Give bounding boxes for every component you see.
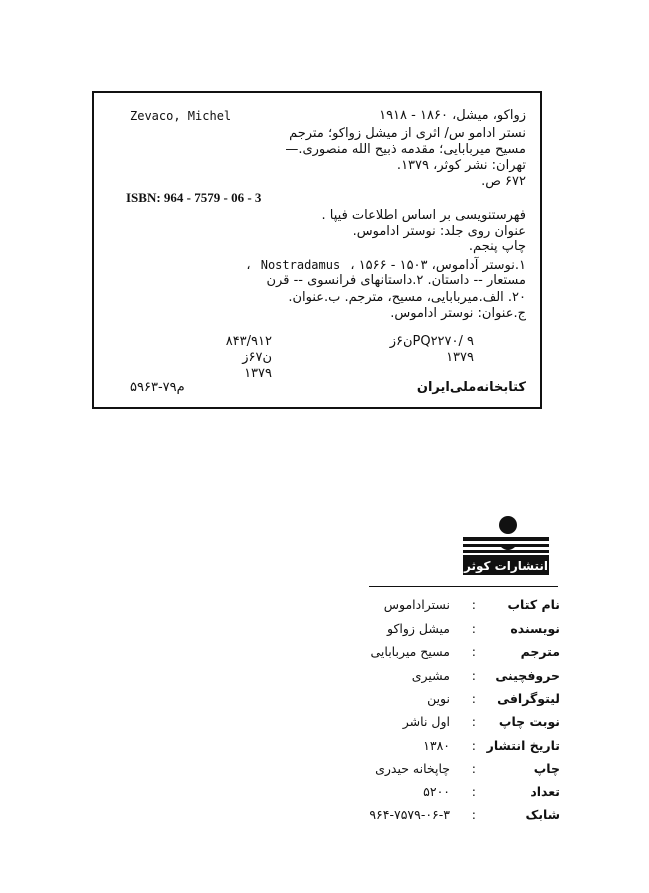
title-statement: نستر ادامو س/ اثری از میشل زواکو؛ مترجم <box>289 126 526 141</box>
subject-1: ۱.نوستر آداموس، ۱۵۰۳ - ۱۵۶۶ ، Nostradamus ، <box>246 258 526 273</box>
divider <box>369 586 558 587</box>
catalog-card <box>92 91 542 409</box>
class-dewey-3: ۱۳۷۹ <box>244 366 272 381</box>
class-dewey-2: ن۶۷ز <box>242 350 272 365</box>
publication: تهران: نشر کوثر، ۱۳۷۹. <box>396 158 526 173</box>
kowsar-emblem-icon <box>463 513 549 577</box>
note-cover-title: عنوان روی جلد: نوستر اداموس. <box>352 224 526 239</box>
isbn: ISBN: 964 - 7579 - 06 - 3 <box>126 190 262 205</box>
colophon-row-edition: نوبت چاپ : اول ناشر <box>402 714 560 729</box>
control-number: م۷۹-۵۹۶۳ <box>130 380 185 395</box>
responsibility: مسیح میربابایی؛ مقدمه ذبیح الله منصوری.— <box>285 142 526 157</box>
colophon-row-printer: چاپ : چاپخانه حیدری <box>375 761 560 776</box>
colophon-row-typesetting: حروفچینی : مشیری <box>411 668 560 683</box>
colophon-row-translator: مترجم : مسیح میربابایی <box>370 644 560 659</box>
colophon-row-print-run: تعداد : ۵۲۰۰ <box>423 784 560 799</box>
pages: ۶۷۲ ص. <box>481 174 526 189</box>
author-latin: Zevaco, Michel <box>130 109 232 123</box>
colophon-row-author: نویسنده : میشل زواکو <box>386 621 560 636</box>
subject-3: ۲۰. الف.میربابایی، مسیح، مترجم. ب.عنوان. <box>288 290 526 305</box>
class-lc-1: PQ۲۲۷۰/ ۹ن۶ز <box>389 334 474 349</box>
class-lc-2: ۱۳۷۹ <box>446 350 474 365</box>
note-edition: چاپ پنجم. <box>468 239 526 254</box>
author-persian: زواکو، میشل، ۱۸۶۰ - ۱۹۱۸ <box>379 108 526 123</box>
class-dewey-1: ۸۴۳/۹۱۲ <box>225 334 272 349</box>
national-library: کتابخانه‌ملی‌ایران <box>416 380 526 395</box>
subject-2: مستعار -- داستان. ۲.داستانهای فرانسوی -- قرن <box>266 273 526 288</box>
colophon-row-pubdate: تاریخ انتشار : ۱۳۸۰ <box>423 738 560 753</box>
svg-text:انتشارات کوثر: انتشارات کوثر <box>464 559 548 573</box>
subject-1-latin: Nostradamus <box>260 258 341 272</box>
subject-4: ج.عنوان: نوستر اداموس. <box>390 306 526 321</box>
colophon-row-isbn: شابک : ۹۶۴-۷۵۷۹-۰۶-۳ <box>369 807 560 822</box>
colophon-row-title: نام کتاب : نستراداموس <box>383 597 560 612</box>
colophon-row-lithography: لیتوگرافی : نوین <box>427 691 560 706</box>
publisher-logo <box>463 513 549 577</box>
note-fipa: فهرستنویسی بر اساس اطلاعات فیپا . <box>321 208 526 223</box>
